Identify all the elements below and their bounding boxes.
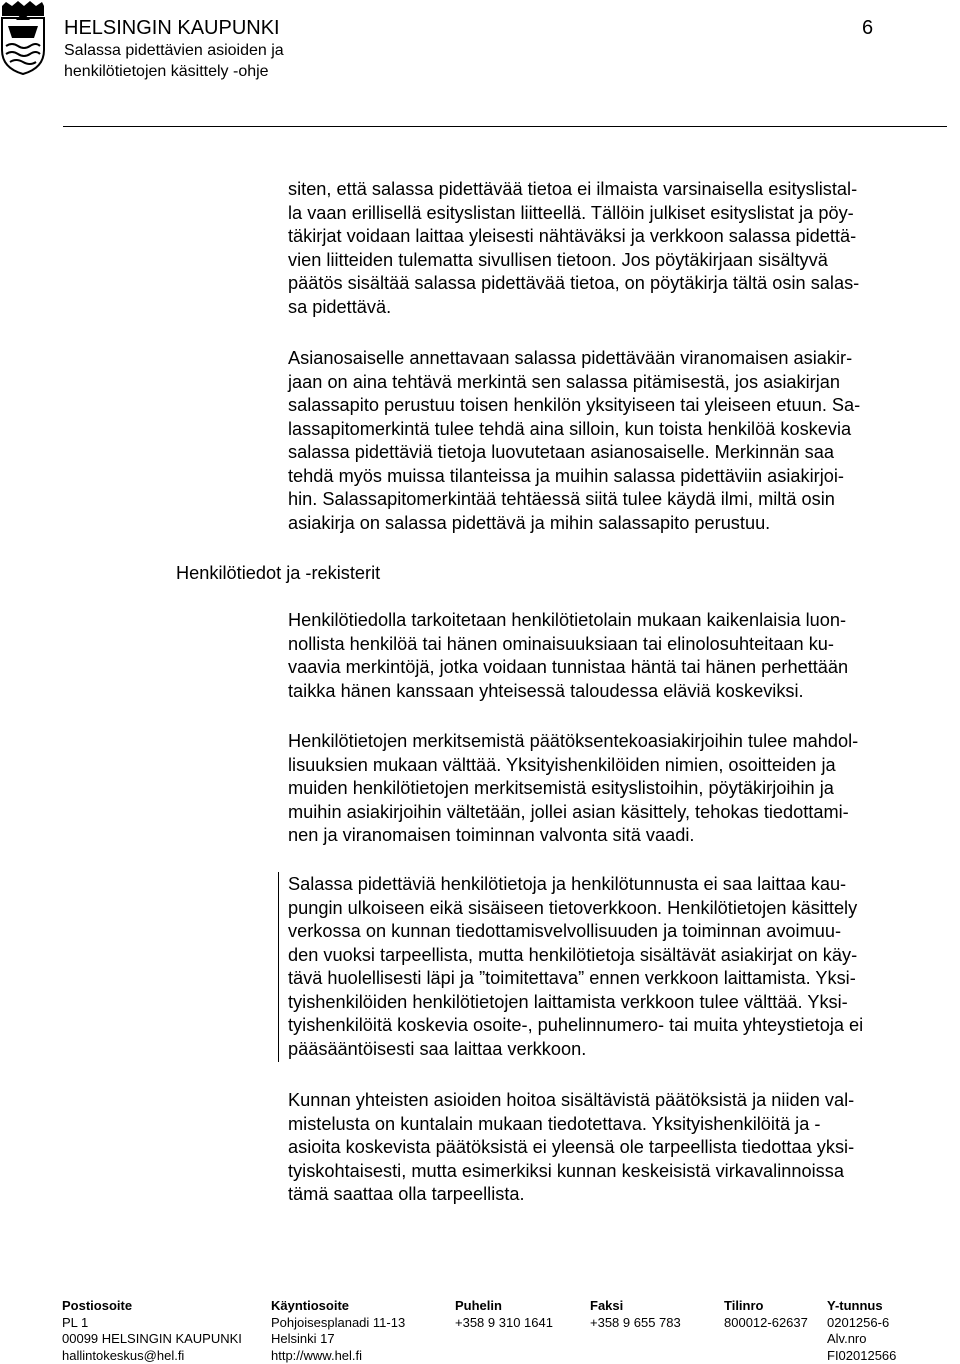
footer-line: Alv.nro bbox=[827, 1331, 896, 1348]
helsinki-crest-icon bbox=[0, 0, 46, 76]
footer-line: hallintokeskus@hel.fi bbox=[62, 1348, 242, 1364]
footer-line: http://www.hel.fi bbox=[271, 1348, 405, 1364]
change-bar bbox=[278, 872, 279, 1062]
text-line: täkirjat voidaan laittaa yleisesti nähtäväksi ja verkkoon salassa pidettä- bbox=[288, 225, 956, 249]
footer-column bbox=[724, 1298, 808, 1331]
text-line: tyishenkilöitä koskevia osoite-, puhelinnumero- tai muita yhteystietoja ei bbox=[288, 1014, 956, 1038]
header-divider bbox=[63, 126, 947, 127]
text-line: päätös sisältää salassa pidettävää tietoa, on pöytäkirja tältä osin salas- bbox=[288, 272, 956, 296]
footer-line: 800012-62637 bbox=[724, 1315, 808, 1332]
footer-heading: Faksi bbox=[590, 1298, 681, 1315]
section-heading: Henkilötiedot ja -rekisterit bbox=[176, 562, 380, 586]
document-title-line: henkilötietojen käsittely -ohje bbox=[64, 61, 384, 82]
text-line: pääsääntöisesti saa laittaa verkkoon. bbox=[288, 1038, 956, 1062]
text-line: tyiskohtaisesti, mutta esimerkiksi kunnan keskeisistä virkavalinnoissa bbox=[288, 1160, 956, 1184]
text-line: vaavia merkintöjä, jotka voidaan tunnistaa häntä tai hänen perhettään bbox=[288, 656, 956, 680]
footer-line: Helsinki 17 bbox=[271, 1331, 405, 1348]
text-line: salassa pidettäviä tietoja luovutetaan asianosaiselle. Merkinnän saa bbox=[288, 441, 956, 465]
footer-heading: Tilinro bbox=[724, 1298, 808, 1315]
text-line: tehdä myös muissa tilanteissa ja muihin salassa pidettäviin asiakirjoi- bbox=[288, 465, 956, 489]
text-line: Salassa pidettäviä henkilötietoja ja henkilötunnusta ei saa laittaa kau- bbox=[288, 873, 956, 897]
text-line: asioita koskevista päätöksistä ei yleensä ole tarpeellista tiedottaa yksi- bbox=[288, 1136, 956, 1160]
text-line: muiden henkilötietojen merkitsemistä esityslistoihin, pöytäkirjoihin ja bbox=[288, 777, 956, 801]
text-line: pungin ulkoiseen eikä sisäiseen tietoverkkoon. Henkilötietojen käsittely bbox=[288, 897, 956, 921]
footer-heading: Y-tunnus bbox=[827, 1298, 896, 1315]
text-line: nollista henkilöä tai hänen ominaisuuksiaan tai elinolosuhteitaan ku- bbox=[288, 633, 956, 657]
text-line: tävä huolellisesti läpi ja ”toimitettava” ennen verkkoon laittamista. Yksi- bbox=[288, 967, 956, 991]
paragraph bbox=[288, 178, 956, 319]
footer-line: Pohjoisesplanadi 11-13 bbox=[271, 1315, 405, 1332]
paragraph bbox=[288, 1089, 956, 1207]
text-line: la vaan erillisellä esityslistan liitteellä. Tällöin julkiset esityslistat ja pöy- bbox=[288, 202, 956, 226]
document-title-line: Salassa pidettävien asioiden ja bbox=[64, 40, 384, 61]
text-line: verkossa on kunnan tiedottamisvelvollisuuden ja toiminnan avoimuu- bbox=[288, 920, 956, 944]
text-line: salassapito perustuu toisen henkilön yksityiseen tai yleiseen etuun. Sa- bbox=[288, 394, 956, 418]
footer-line: PL 1 bbox=[62, 1315, 242, 1332]
text-line: nen ja viranomaisen toiminnan valvonta sitä vaadi. bbox=[288, 824, 956, 848]
footer-line: FI02012566 bbox=[827, 1348, 896, 1364]
footer-line: 0201256-6 bbox=[827, 1315, 896, 1332]
footer-heading: Käyntiosoite bbox=[271, 1298, 405, 1315]
text-line: siten, että salassa pidettävää tietoa ei ilmaista varsinaisella esityslistal- bbox=[288, 178, 956, 202]
text-line: tämä saattaa olla tarpeellista. bbox=[288, 1183, 956, 1207]
text-line: mistelusta on kuntalain mukaan tiedotettava. Yksityishenkilöitä ja - bbox=[288, 1113, 956, 1137]
footer-line: +358 9 655 783 bbox=[590, 1315, 681, 1332]
text-line: taikka hänen kanssaan yhteisessä taloudessa eläviä koskeviksi. bbox=[288, 680, 956, 704]
text-line: hin. Salassapitomerkintää tehtäessä siitä tulee käydä ilmi, miltä osin bbox=[288, 488, 956, 512]
paragraph bbox=[288, 873, 956, 1061]
footer-column bbox=[271, 1298, 405, 1364]
text-line: muihin asiakirjoihin vältetään, jollei asian käsittely, tehokas tiedottami- bbox=[288, 801, 956, 825]
text-line: tyishenkilöiden henkilötietojen laittamista verkkoon tulee välttää. Yksi- bbox=[288, 991, 956, 1015]
footer-heading: Postiosoite bbox=[62, 1298, 242, 1315]
paragraph bbox=[288, 347, 956, 535]
footer-column bbox=[827, 1298, 896, 1364]
text-line: den vuoksi tarpeellista, mutta henkilötietoja sisältävät asiakirjat on käy- bbox=[288, 944, 956, 968]
footer-column bbox=[590, 1298, 681, 1331]
paragraph bbox=[288, 730, 956, 848]
text-line: Asianosaiselle annettavaan salassa pidettävään viranomaisen asiakir- bbox=[288, 347, 956, 371]
footer-column bbox=[62, 1298, 242, 1364]
text-line: vien liitteiden tulematta sivullisen tietoon. Jos pöytäkirjaan sisältyvä bbox=[288, 249, 956, 273]
footer-line: +358 9 310 1641 bbox=[455, 1315, 553, 1332]
text-line: lassapitomerkintä tulee tehdä aina silloin, kun toista henkilöä koskevia bbox=[288, 418, 956, 442]
footer-column bbox=[455, 1298, 553, 1331]
text-line: sa pidettävä. bbox=[288, 296, 956, 320]
text-line: asiakirja on salassa pidettävä ja mihin salassapito perustuu. bbox=[288, 512, 956, 536]
document-title bbox=[64, 40, 384, 82]
text-line: Henkilötietojen merkitsemistä päätöksentekoasiakirjoihin tulee mahdol- bbox=[288, 730, 956, 754]
text-line: Kunnan yhteisten asioiden hoitoa sisältävistä päätöksistä ja niiden val- bbox=[288, 1089, 956, 1113]
paragraph bbox=[288, 609, 956, 703]
page-number: 6 bbox=[862, 16, 873, 40]
footer-line: 00099 HELSINGIN KAUPUNKI bbox=[62, 1331, 242, 1348]
text-line: lisuuksien mukaan välttää. Yksityishenkilöiden nimien, osoitteiden ja bbox=[288, 754, 956, 778]
text-line: jaan on aina tehtävä merkintä sen salassa pitämisestä, jos asiakirjan bbox=[288, 371, 956, 395]
footer-heading: Puhelin bbox=[455, 1298, 553, 1315]
text-line: Henkilötiedolla tarkoitetaan henkilötietolain mukaan kaikenlaisia luon- bbox=[288, 609, 956, 633]
organization-name: HELSINGIN KAUPUNKI bbox=[64, 16, 280, 40]
